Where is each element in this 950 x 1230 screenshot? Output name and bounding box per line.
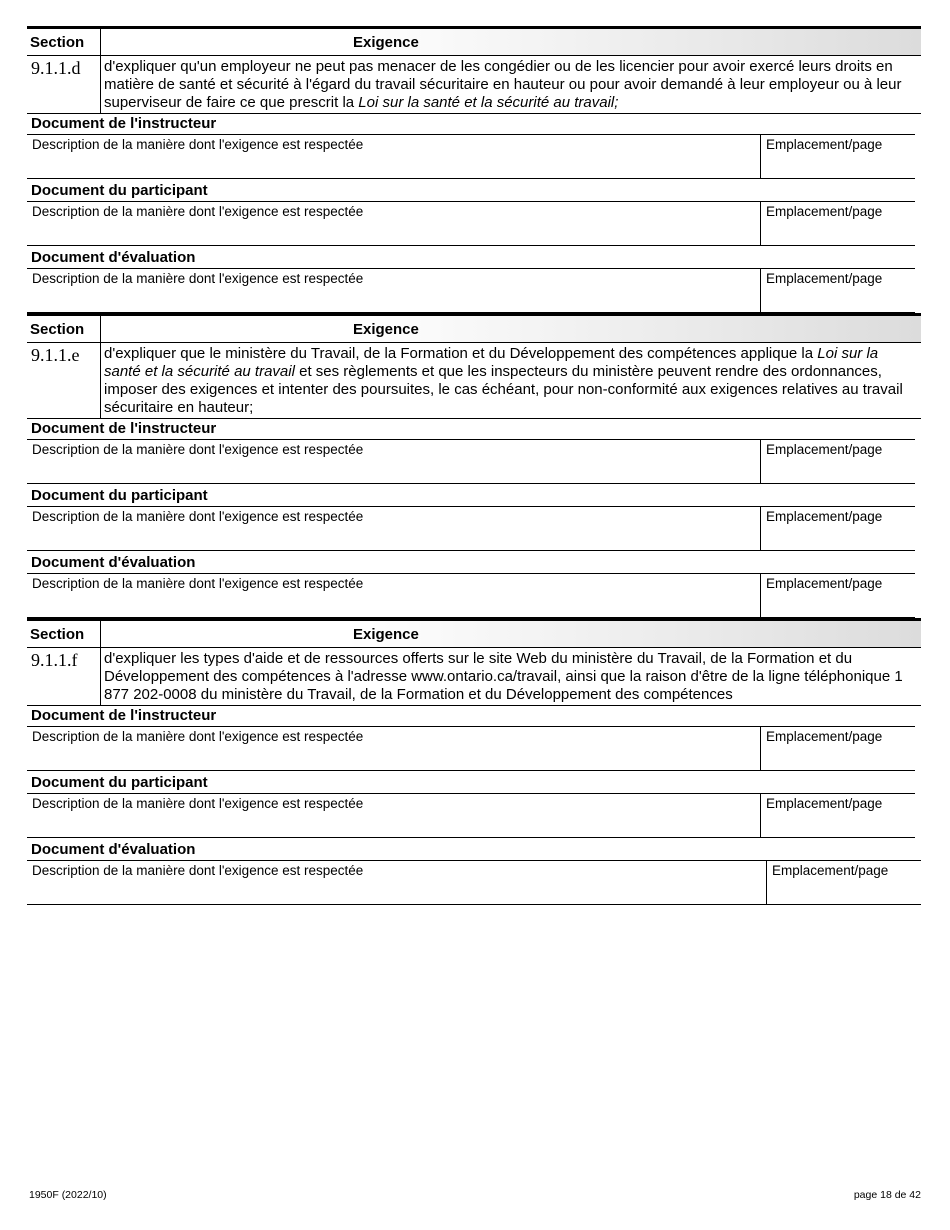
requirement-text-main: d'expliquer que le ministère du Travail, de la Formation et du Développement des compétences applique la [104, 345, 818, 362]
doc-desc-field[interactable]: Description de la manière dont l'exigence est respectée [32, 729, 364, 744]
section-header: Section [27, 316, 101, 342]
requirement-number: 9.1.1.f [27, 648, 101, 705]
doc-title-instructor: Document de l'instructeur [31, 115, 217, 132]
doc-desc-field[interactable]: Description de la manière dont l'exigence est respectée [32, 137, 364, 152]
exigence-header: Exigence [101, 316, 921, 342]
doc-box-evaluation [27, 268, 915, 313]
doc-location-field[interactable]: Emplacement/page [760, 440, 915, 483]
section-header: Section [27, 29, 101, 55]
requirement-text-italic: Loi sur la santé et la sécurité au travail; [358, 94, 619, 111]
requirement-text [101, 343, 921, 418]
requirement-text-main: d'expliquer les types d'aide et de ressources offerts sur le site Web du ministère du Travail, de la Formation et du Développement des compétences à l'adresse www.ontario.ca/travail, ainsi que la raison d'être de la ligne téléphonique 1 877 202-0008 du ministère du Travail, de la Formation et du Développement des compétences [104, 650, 903, 703]
doc-title-evaluation: Document d'évaluation [31, 554, 196, 571]
table-header [27, 313, 921, 343]
requirement-row [27, 343, 921, 419]
doc-desc-field[interactable]: Description de la manière dont l'exigence est respectée [32, 863, 364, 878]
doc-box-instructor [27, 726, 915, 771]
doc-location-field[interactable]: Emplacement/page [766, 861, 921, 904]
doc-title-evaluation: Document d'évaluation [31, 841, 196, 858]
doc-title-participant: Document du participant [31, 774, 208, 791]
doc-box-instructor [27, 134, 915, 179]
requirement-text [101, 648, 921, 705]
doc-box-evaluation [27, 573, 915, 618]
requirement-text [101, 56, 921, 113]
doc-box-instructor [27, 439, 915, 484]
table-header [27, 618, 921, 648]
doc-box-participant [27, 506, 915, 551]
doc-location-field[interactable]: Emplacement/page [760, 507, 915, 550]
doc-location-field[interactable]: Emplacement/page [760, 135, 915, 178]
doc-location-field[interactable]: Emplacement/page [760, 202, 915, 245]
requirement-row [27, 56, 921, 114]
requirement-block [27, 26, 921, 313]
doc-location-field[interactable]: Emplacement/page [760, 574, 915, 617]
form-page [27, 26, 921, 905]
doc-title-participant: Document du participant [31, 182, 208, 199]
requirement-text-main: d'expliquer qu'un employeur ne peut pas menacer de les congédier ou de les licencier pour avoir exercé leurs droits en matière de santé et sécurité à l'égard du travail sécuritaire en hauteur ou pour avoir demandé à leur employeur ou à leur superviseur de faire ce que prescrit la [104, 58, 902, 111]
doc-box-participant [27, 793, 915, 838]
section-header: Section [27, 621, 101, 647]
doc-desc-field[interactable]: Description de la manière dont l'exigence est respectée [32, 796, 364, 811]
doc-location-field[interactable]: Emplacement/page [760, 727, 915, 770]
doc-desc-field[interactable]: Description de la manière dont l'exigence est respectée [32, 509, 364, 524]
requirement-block [27, 313, 921, 618]
doc-desc-field[interactable]: Description de la manière dont l'exigence est respectée [32, 204, 364, 219]
doc-desc-field[interactable]: Description de la manière dont l'exigence est respectée [32, 271, 364, 286]
requirement-text-rest: et ses règlements et que les inspecteurs du ministère peuvent rendre des ordonnances, imposer des exigences et intenter des poursuites, le cas échéant, pour non-conformité aux exigences relatives au travail sécuritaire en hauteur; [104, 363, 903, 416]
requirement-text-italic: Loi sur la santé et la sécurité au travail [104, 345, 879, 380]
doc-desc-field[interactable]: Description de la manière dont l'exigence est respectée [32, 576, 364, 591]
doc-title-participant: Document du participant [31, 487, 208, 504]
page-number: page 18 de 42 [853, 1189, 921, 1201]
doc-location-field[interactable]: Emplacement/page [760, 794, 915, 837]
doc-title-evaluation: Document d'évaluation [31, 249, 196, 266]
requirement-block [27, 618, 921, 905]
doc-title-instructor: Document de l'instructeur [31, 420, 217, 437]
requirement-number: 9.1.1.e [27, 343, 101, 418]
requirement-row [27, 648, 921, 706]
requirement-number: 9.1.1.d [27, 56, 101, 113]
exigence-header: Exigence [101, 621, 921, 647]
doc-title-instructor: Document de l'instructeur [31, 707, 217, 724]
doc-desc-field[interactable]: Description de la manière dont l'exigence est respectée [32, 442, 364, 457]
doc-box-evaluation [27, 860, 921, 905]
doc-location-field[interactable]: Emplacement/page [760, 269, 915, 312]
table-header [27, 26, 921, 56]
form-id: 1950F (2022/10) [29, 1189, 107, 1201]
doc-box-participant [27, 201, 915, 246]
exigence-header: Exigence [101, 29, 921, 55]
